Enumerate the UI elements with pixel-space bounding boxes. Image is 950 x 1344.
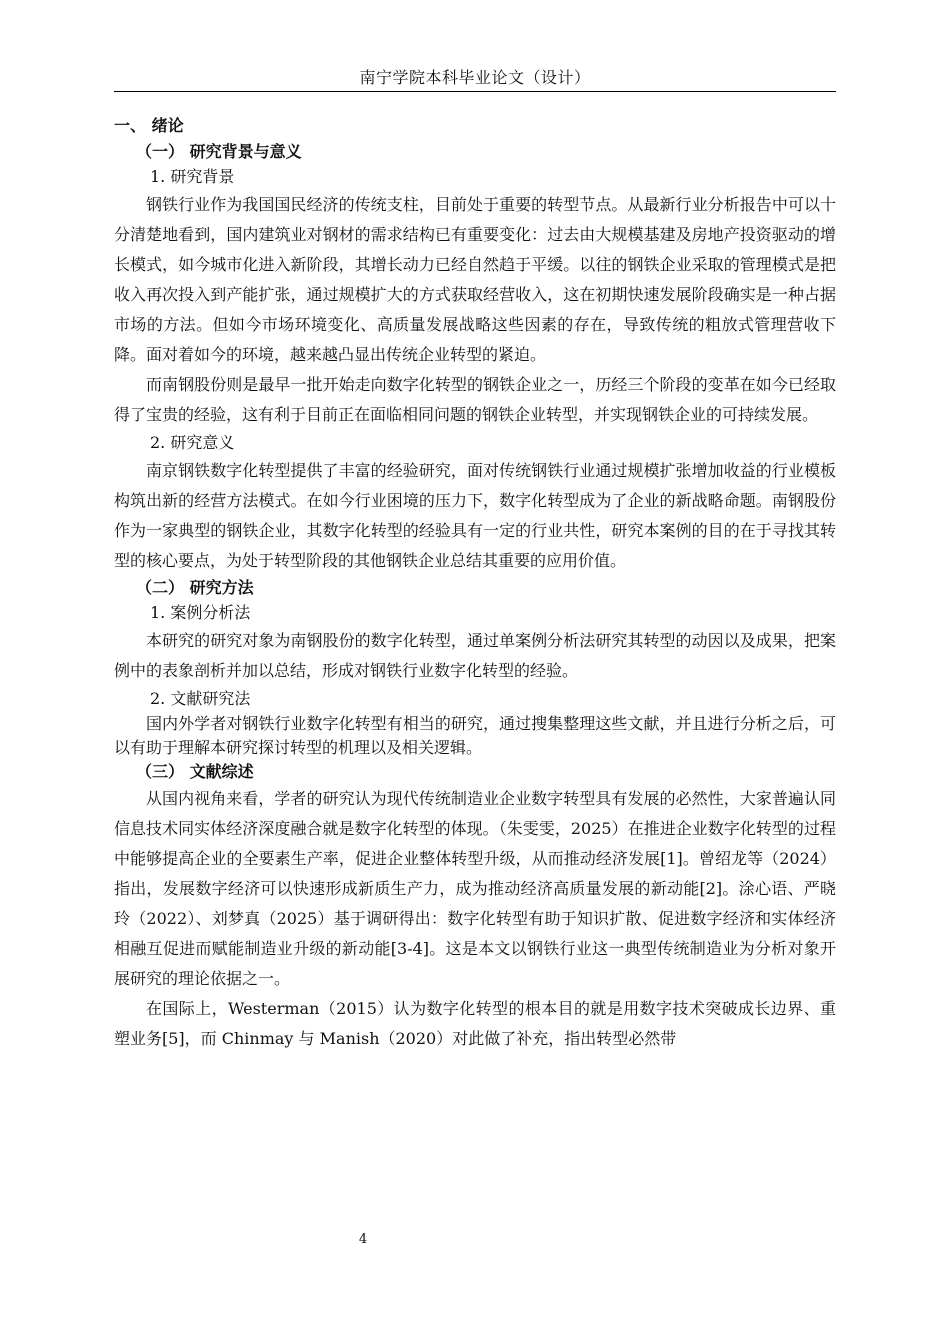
section-heading: 一、 绪论	[114, 116, 184, 135]
body-paragraph: 从国内视角来看，学者的研究认为现代传统制造业企业数字转型具有发展的必然性，大家普遍认同信息技术同实体经济深度融合就是数字化转型的体现。（朱雯雯，2025）在推进企业数字化转型的过程中能够提高企业的全要素生产率，促进企业整体转型升级，从而推动经济发展[1]。曾绍龙等（2024）指出，发展数字经济可以快速形成新质生产力，成为推动经济高质量发展的新动能[2]。涂心语、严晓玲（2022）、刘梦真（2025）基于调研得出：数字化转型有助于知识扩散、促进数字经济和实体经济相融互促进而赋能制造业升级的新动能[3-4]。这是本文以钢铁行业这一典型传统制造业为分析对象开展研究的理论依据之一。	[114, 789, 836, 988]
subsection-heading: （二） 研究方法	[136, 578, 254, 597]
running-header-title: 南宁学院本科毕业论文（设计）	[359, 68, 591, 87]
sub-subsection-heading: 2. 文献研究法	[150, 689, 251, 708]
sub-subsection-heading: 2. 研究意义	[150, 433, 235, 452]
body-paragraph: 而南钢股份则是最早一批开始走向数字化转型的钢铁企业之一，历经三个阶段的变革在如今已经取得了宝贵的经验，这有利于目前正在面临相同问题的钢铁企业转型，并实现钢铁企业的可持续发展。	[114, 375, 836, 424]
subsection-heading: （一） 研究背景与意义	[136, 142, 302, 161]
page-body	[114, 112, 836, 1054]
sub-subsection-heading: 1. 研究背景	[150, 167, 235, 186]
sub-subsection-heading: 1. 案例分析法	[150, 603, 251, 622]
body-paragraph: 南京钢铁数字化转型提供了丰富的经验研究，面对传统钢铁行业通过规模扩张增加收益的行业模板构筑出新的经营方法模式。在如今行业困境的压力下，数字化转型成为了企业的新战略命题。南钢股份作为一家典型的钢铁企业，其数字化转型的经验具有一定的行业共性，研究本案例的目的在于寻找其转型的核心要点，为处于转型阶段的其他钢铁企业总结其重要的应用价值。	[114, 461, 836, 570]
body-paragraph: 本研究的研究对象为南钢股份的数字化转型，通过单案例分析法研究其转型的动因以及成果，把案例中的表象剖析并加以总结，形成对钢铁行业数字化转型的经验。	[114, 631, 836, 680]
subsection-heading: （三） 文献综述	[136, 762, 254, 781]
body-paragraph: 钢铁行业作为我国国民经济的传统支柱，目前处于重要的转型节点。从最新行业分析报告中可以十分清楚地看到，国内建筑业对钢材的需求结构已有重要变化：过去由大规模基建及房地产投资驱动的增长模式，如今城市化进入新阶段，其增长动力已经自然趋于平缓。以往的钢铁企业采取的管理模式是把收入再次投入到产能扩张，通过规模扩大的方式获取经营收入，这在初期快速发展阶段确实是一种占据市场的方法。但如今市场环境变化、高质量发展战略这些因素的存在，导致传统的粗放式管理营收下降。面对着如今的环境，越来越凸显出传统企业转型的紧迫。	[114, 195, 836, 364]
body-paragraph: 在国际上，Westerman（2015）认为数字化转型的根本目的就是用数字技术突破成长边界、重塑业务[5]，而 Chinmay 与 Manish（2020）对此做了补充，指出转型必然带	[114, 999, 836, 1048]
page-number: 4	[358, 1232, 368, 1247]
body-paragraph: 国内外学者对钢铁行业数字化转型有相当的研究，通过搜集整理这些文献，并且进行分析之后，可以有助于理解本研究探讨转型的机理以及相关逻辑。	[114, 714, 836, 757]
header-divider	[114, 91, 836, 92]
